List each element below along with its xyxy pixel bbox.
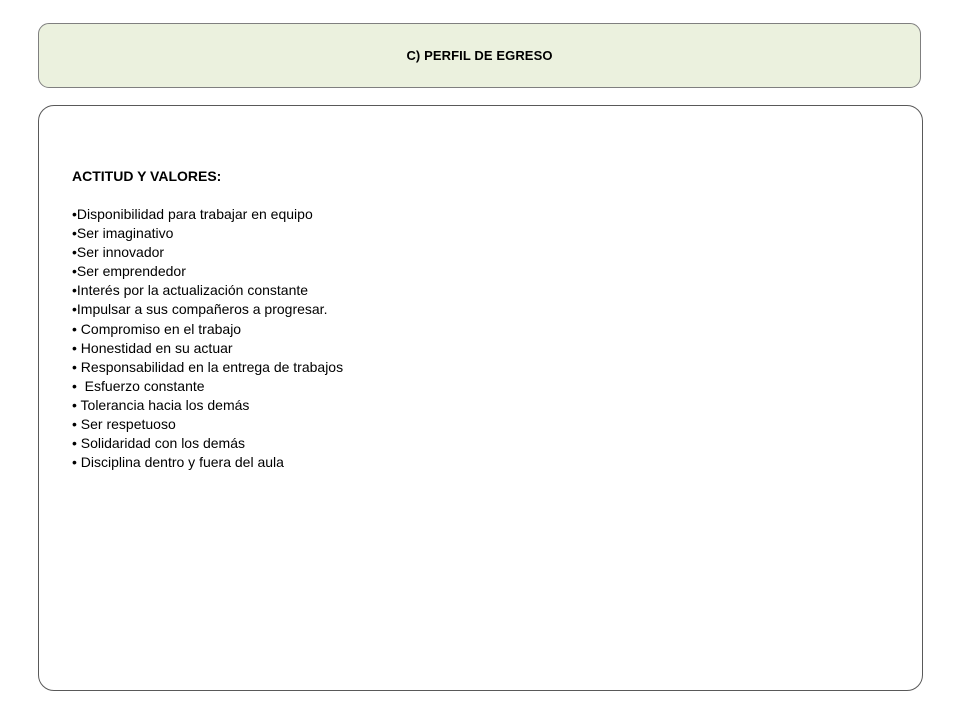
list-item: •Ser emprendedor: [72, 263, 186, 280]
list-item: • Compromiso en el trabajo: [72, 320, 242, 337]
list-item: •Interés por la actualización constante: [72, 282, 309, 299]
list-item: •Ser innovador: [72, 244, 165, 261]
page-title: C) PERFIL DE EGRESO: [406, 48, 553, 63]
content-panel: [38, 105, 923, 691]
list-item: • Solidaridad con los demás: [72, 435, 245, 452]
list-item: • Disciplina dentro y fuera del aula: [72, 454, 284, 471]
section-heading: ACTITUD Y VALORES:: [72, 168, 222, 184]
header-banner: [38, 23, 921, 88]
values-list: [72, 205, 343, 472]
list-item: •Impulsar a sus compañeros a progresar.: [72, 301, 328, 318]
list-item: • Ser respetuoso: [72, 416, 176, 433]
list-item: • Tolerancia hacia los demás: [72, 396, 250, 413]
list-item: •Ser imaginativo: [72, 225, 174, 242]
list-item: • Esfuerzo constante: [72, 377, 205, 394]
list-item: • Honestidad en su actuar: [72, 339, 233, 356]
list-item: •Disponibilidad para trabajar en equipo: [72, 206, 313, 222]
list-item: • Responsabilidad en la entrega de trabajos: [72, 358, 344, 375]
